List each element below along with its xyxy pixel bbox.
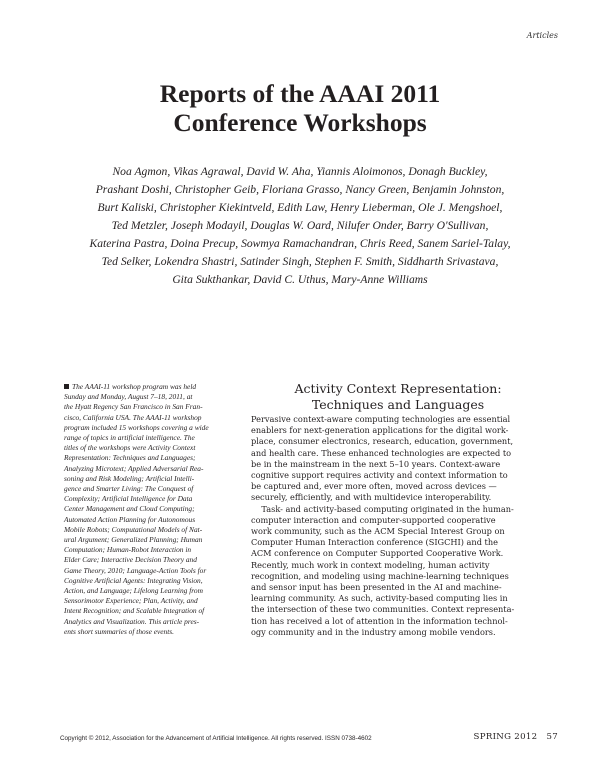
body-line: be captured and, ever more often, moved across devices — bbox=[251, 481, 497, 492]
body-line: Computer Human Interaction conference (SIGCHI) and the bbox=[251, 537, 498, 548]
body-line: the intersection of these two communities. Context representa- bbox=[251, 604, 515, 615]
abstract-line: Sunday and Monday, August 7–18, 2011, at bbox=[64, 392, 193, 402]
abstract-line: ural Argument; Generalized Planning; Human bbox=[64, 535, 203, 545]
author-line: Katerina Pastra, Doina Precup, Sowmya Ramachandran, Chris Reed, Sanem Sariel-Talay, bbox=[89, 237, 511, 250]
body-line: learning community. As such, activity-based computing lies in bbox=[251, 593, 508, 604]
abstract-line bbox=[64, 382, 274, 392]
page-number: SPRING 2012 57 bbox=[473, 732, 558, 742]
body-line: recognition, and modeling using machine-learning techniques bbox=[251, 570, 509, 581]
body-line: Pervasive context-aware computing technologies are essential bbox=[251, 414, 511, 424]
author-line: Prashant Doshi, Christopher Geib, Floriana Grasso, Nancy Green, Benjamin Johnston, bbox=[95, 183, 505, 196]
abstract-line: Representation: Techniques and Languages; bbox=[64, 453, 196, 463]
body-line: cognitive support requires activity and context information to bbox=[251, 470, 508, 481]
title-line: Conference Workshops bbox=[173, 108, 427, 137]
author-line: Noa Agmon, Vikas Agrawal, David W. Aha, Yiannis Aloimonos, Donagh Buckley, bbox=[112, 165, 488, 178]
body-line: enablers for next-generation applications for the digital work- bbox=[251, 425, 509, 436]
abstract-line: Action, and Language; Lifelong Learning from bbox=[64, 586, 203, 596]
body-line: ogy community and in the industry among mobile vendors. bbox=[251, 626, 496, 637]
body-line: Task- and activity-based computing originated in the human- bbox=[251, 503, 514, 514]
body-line: computer interaction and computer-supported cooperative bbox=[251, 514, 496, 525]
body-line: place, consumer electronics, research, education, government, bbox=[251, 436, 514, 447]
body-line: Recently, much work in context modeling, human activity bbox=[251, 559, 490, 570]
article-title bbox=[0, 79, 600, 137]
abstract-line: Analyzing Microtext; Applied Adversarial Rea- bbox=[64, 463, 204, 473]
author-line: Burt Kaliski, Christopher Kiekintveld, Edith Law, Henry Lieberman, Ole J. Mengshoel, bbox=[97, 201, 503, 214]
body-line: tion has received a lot of attention in the information technol- bbox=[251, 615, 508, 626]
abstract-line: Sensorimotor Experience; Plan, Activity, and bbox=[64, 596, 198, 606]
abstract-line: cisco, California USA. The AAAI-11 workshop bbox=[64, 412, 202, 422]
abstract-line: Computation; Human-Robot Interaction in bbox=[64, 545, 192, 555]
abstract-line: Automated Action Planning for Autonomous bbox=[64, 514, 196, 524]
abstract-line: the Hyatt Regency San Francisco in San Fran- bbox=[64, 402, 203, 412]
abstract-line-text: The AAAI-11 workshop program was held bbox=[72, 382, 197, 391]
square-bullet-icon bbox=[64, 384, 69, 389]
author-line: Ted Selker, Lokendra Shastri, Satinder Singh, Stephen F. Smith, Siddharth Srivastava, bbox=[101, 255, 499, 268]
heading-line: Techniques and Languages bbox=[311, 396, 485, 412]
abstract-line: gence and Smarter Living: The Conquest of bbox=[64, 484, 194, 494]
section-body bbox=[251, 414, 547, 638]
body-line: and health care. These enhanced technologies are expected to bbox=[251, 447, 512, 458]
section-heading bbox=[248, 381, 548, 412]
abstract-line: Elder Care; Interactive Decision Theory and bbox=[64, 555, 197, 565]
abstract-line: Mobile Robots; Computational Models of Nat- bbox=[64, 524, 203, 534]
body-line: be in the mainstream in the next 5–10 years. Context-aware bbox=[251, 458, 501, 469]
author-line: Gita Sukthankar, David C. Uthus, Mary-Anne Williams bbox=[172, 273, 428, 286]
abstract-line: Analytics and Visualization. This article pres- bbox=[64, 616, 200, 626]
section-label: Articles bbox=[526, 31, 558, 40]
body-line: and sensor input has been presented in the AI and machine- bbox=[251, 582, 502, 593]
title-line: Reports of the AAAI 2011 bbox=[159, 79, 441, 108]
abstract-line: ents short summaries of those events. bbox=[64, 626, 175, 636]
abstract-line: soning and Risk Modeling; Artificial Intelli- bbox=[64, 473, 195, 483]
body-line: ACM conference on Computer Supported Cooperative Work. bbox=[251, 548, 504, 559]
abstract-sidebar bbox=[64, 382, 274, 637]
copyright-notice: Copyright © 2012, Association for the Advancement of Artificial Intelligence. All rights reserved. ISSN 0738-4602 bbox=[60, 735, 372, 742]
abstract-line: range of topics in artificial intelligence. The bbox=[64, 433, 195, 443]
heading-line: Activity Context Representation: bbox=[294, 381, 502, 396]
body-line: securely, efficiently, and with multidevice interoperability. bbox=[251, 492, 492, 503]
abstract-line: Game Theory, 2010; Language-Action Tools for bbox=[64, 565, 207, 575]
abstract-line: Center Management and Cloud Computing; bbox=[64, 504, 195, 514]
abstract-line: program included 15 workshops covering a wide bbox=[64, 422, 209, 432]
author-line: Ted Metzler, Joseph Modayil, Douglas W. Oard, Nilufer Onder, Barry O'Sullivan, bbox=[111, 219, 489, 232]
author-list bbox=[0, 163, 600, 289]
abstract-line: titles of the workshops were Activity Context bbox=[64, 443, 196, 453]
abstract-line: Complexity; Artificial Intelligence for Data bbox=[64, 494, 193, 504]
abstract-line: Cognitive Artificial Agents: Integrating Vision, bbox=[64, 575, 203, 585]
abstract-line: Intent Recognition; and Scalable Integration of bbox=[64, 606, 205, 616]
body-line: work community, such as the ACM Special Interest Group on bbox=[251, 526, 505, 537]
